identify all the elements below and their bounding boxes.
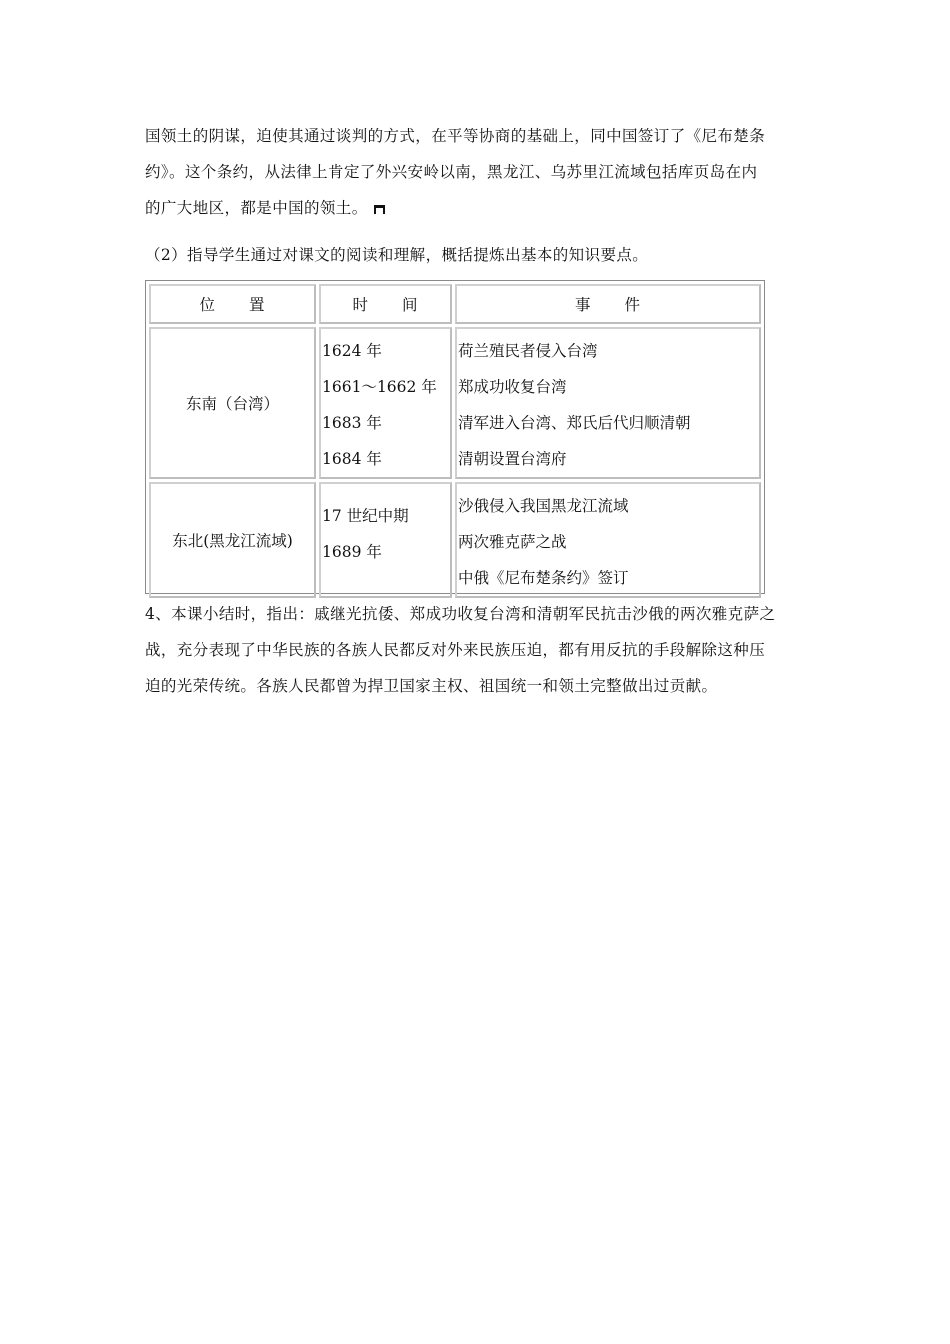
summary-line: 迫的光荣传统。各族人民都曾为捍卫国家主权、祖国统一和领土完整做出过贡献。	[145, 677, 718, 695]
cell-location: 东北(黑龙江流域)	[149, 482, 316, 598]
item2-paragraph: （2）指导学生通过对课文的阅读和理解，概括提炼出基本的知识要点。	[145, 246, 649, 264]
header-location: 位 置	[149, 284, 316, 324]
header-time: 时 间	[319, 284, 452, 324]
cell-location: 东南（台湾）	[149, 327, 316, 479]
cell-times	[319, 327, 452, 479]
summary-line: 战，充分表现了中华民族的各族人民都反对外来民族压迫，都有用反抗的手段解除这种压	[145, 641, 766, 659]
intro-line: 的广大地区，都是中国的领土。	[145, 199, 368, 217]
time-entry: 1661～1662 年	[322, 378, 437, 396]
event-entry: 荷兰殖民者侵入台湾	[458, 342, 598, 360]
event-entry: 中俄《尼布楚条约》签订	[458, 569, 629, 587]
summary-line: 4、本课小结时，指出：戚继光抗倭、郑成功收复台湾和清朝军民抗击沙俄的两次雅克萨之	[145, 605, 776, 623]
table-header-row	[149, 284, 761, 324]
knowledge-table	[145, 280, 765, 594]
intro-line: 国领土的阴谋，迫使其通过谈判的方式，在平等协商的基础上，同中国签订了《尼布楚条	[145, 127, 766, 145]
header-event: 事 件	[455, 284, 761, 324]
cell-events	[455, 482, 761, 598]
cell-times	[319, 482, 452, 598]
time-entry: 1683 年	[322, 414, 382, 432]
event-entry: 郑成功收复台湾	[458, 378, 567, 396]
event-entry: 清朝设置台湾府	[458, 450, 567, 468]
event-entry: 清军进入台湾、郑氏后代归顺清朝	[458, 414, 691, 432]
table-row	[149, 482, 761, 598]
cell-events	[455, 327, 761, 479]
intro-line: 约》。这个条约，从法律上肯定了外兴安岭以南，黑龙江、乌苏里江流域包括库页岛在内	[145, 163, 758, 181]
time-entry: 1624 年	[322, 342, 382, 360]
table-row	[149, 327, 761, 479]
paragraph-marker-icon	[374, 205, 385, 214]
event-entry: 沙俄侵入我国黑龙江流域	[458, 497, 629, 515]
summary-paragraph	[145, 596, 810, 704]
event-entry: 两次雅克萨之战	[458, 533, 567, 551]
time-entry: 17 世纪中期	[322, 507, 409, 525]
time-entry: 1689 年	[322, 543, 382, 561]
time-entry: 1684 年	[322, 450, 382, 468]
intro-paragraph	[145, 118, 810, 226]
